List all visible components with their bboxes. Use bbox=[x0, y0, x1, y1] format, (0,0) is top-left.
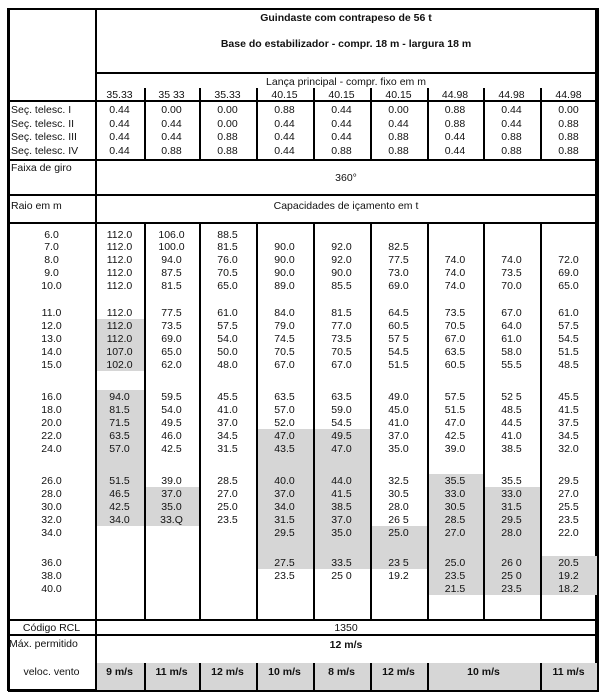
telesc-value-cell: 0.44 bbox=[274, 144, 295, 157]
capacity-cell: 45.0 bbox=[388, 404, 409, 416]
capacity-cell: 67.0 bbox=[274, 359, 295, 371]
capacity-cell: 81.5 bbox=[331, 307, 352, 319]
capacity-cell: 52.0 bbox=[274, 417, 295, 429]
capacity-cell: 73.5 bbox=[331, 333, 352, 345]
rcl-code-label: Código RCL bbox=[22, 622, 81, 634]
capacity-cell: 40.0 bbox=[274, 475, 295, 487]
capacity-cell: 54.5 bbox=[331, 417, 352, 429]
capacity-cell: 81.5 bbox=[217, 241, 238, 253]
telesc-value-cell: 0.88 bbox=[388, 131, 409, 143]
capacity-cell: 54.0 bbox=[161, 404, 182, 416]
capacity-cell: 33.5 bbox=[331, 557, 352, 569]
capacity-cell: 63.5 bbox=[444, 346, 466, 358]
radius-value: 8.0 bbox=[44, 254, 59, 266]
capacity-cell: 49.5 bbox=[331, 430, 352, 442]
capacity-cell: 102.0 bbox=[106, 359, 133, 371]
capacity-cell: 57.5 bbox=[217, 320, 238, 332]
capacity-cell: 50.0 bbox=[217, 346, 238, 358]
capacity-cell: 57.0 bbox=[274, 404, 295, 416]
radius-value: 38.0 bbox=[41, 570, 62, 582]
capacity-cell: 34.5 bbox=[558, 430, 579, 442]
max-wind-label-line2: veloc. vento bbox=[23, 666, 80, 678]
swing-range-label: Faixa de giro bbox=[11, 162, 72, 174]
capacity-cell: 69.0 bbox=[161, 333, 182, 345]
telesc-value-cell: 0.44 bbox=[274, 131, 295, 143]
telesc-value-cell: 0.88 bbox=[444, 104, 466, 116]
outrigger-base-subtitle: Base do estabilizador - compr. 18 m - largura 18 m bbox=[220, 38, 472, 50]
capacity-cell: 32.0 bbox=[558, 443, 579, 455]
capacity-cell: 42.5 bbox=[161, 443, 182, 455]
capacity-cell: 112.0 bbox=[106, 333, 133, 345]
capacity-cell: 47.0 bbox=[331, 443, 352, 455]
capacity-cell: 51.5 bbox=[109, 475, 130, 487]
capacity-cell: 48.5 bbox=[558, 359, 579, 371]
capacity-cell: 70.0 bbox=[501, 280, 522, 292]
capacity-cell: 34.5 bbox=[217, 430, 238, 442]
capacity-cell: 112.0 bbox=[106, 241, 133, 253]
capacity-cell: 57.5 bbox=[444, 391, 466, 403]
capacity-cell: 65.0 bbox=[217, 280, 238, 292]
wind-speed-cell: 11 m/s bbox=[155, 666, 188, 678]
capacity-cell: 49.0 bbox=[388, 391, 409, 403]
capacity-cell: 48.5 bbox=[501, 404, 522, 416]
max-wind-label-line1: Máx. permitido bbox=[9, 638, 78, 650]
capacity-cell: 48.0 bbox=[217, 359, 238, 371]
capacity-cell: 73.5 bbox=[444, 307, 466, 319]
capacity-cell: 65.0 bbox=[558, 280, 579, 292]
radius-value: 6.0 bbox=[44, 229, 59, 241]
capacity-cell: 90.0 bbox=[274, 241, 295, 253]
telesc-value-cell: 0.88 bbox=[331, 144, 352, 157]
capacity-cell: 73.0 bbox=[388, 267, 409, 279]
telesc-value-cell: 0.44 bbox=[109, 131, 130, 143]
boom-length-cell: 44.98 bbox=[555, 89, 582, 101]
radius-value: 26.0 bbox=[41, 475, 62, 487]
capacity-cell: 26 5 bbox=[388, 514, 409, 526]
capacity-cell: 25.0 bbox=[217, 501, 238, 513]
capacity-cell: 82.5 bbox=[388, 241, 409, 253]
capacity-cell: 23.5 bbox=[217, 514, 238, 526]
crane-title: Guindaste com contrapeso de 56 t bbox=[260, 12, 432, 24]
wind-speed-cell: 10 m/s bbox=[268, 666, 301, 678]
telesc-value-cell: 0.44 bbox=[109, 104, 130, 116]
capacity-cell: 90.0 bbox=[274, 254, 295, 266]
capacity-cell: 112.0 bbox=[106, 280, 133, 292]
capacity-cell: 67.0 bbox=[501, 307, 522, 319]
telesc-value-cell: 0.44 bbox=[109, 144, 130, 157]
capacity-cell: 30.5 bbox=[388, 488, 409, 500]
boom-length-cell: 40.15 bbox=[385, 89, 412, 101]
capacity-cell: 33.Q bbox=[160, 514, 183, 526]
capacity-cell: 69.0 bbox=[558, 267, 579, 279]
capacity-cell: 28.0 bbox=[501, 527, 522, 539]
capacity-cell: 22.0 bbox=[558, 527, 579, 539]
capacity-cell: 61.0 bbox=[558, 307, 579, 319]
telesc-section-label: Seç. telesc. IV bbox=[11, 144, 79, 157]
capacity-cell: 88.5 bbox=[217, 229, 238, 241]
capacity-cell: 25.0 bbox=[388, 527, 409, 539]
capacity-cell: 41.5 bbox=[331, 488, 352, 500]
telesc-value-cell: 0.88 bbox=[274, 104, 295, 116]
radius-value: 11.0 bbox=[41, 307, 62, 319]
capacity-cell: 46.0 bbox=[161, 430, 182, 442]
capacity-cell: 60.5 bbox=[444, 359, 466, 371]
wind-speed-cell: 11 m/s bbox=[552, 666, 585, 678]
capacity-cell: 41.5 bbox=[558, 404, 579, 416]
telesc-value-cell: 0.88 bbox=[217, 144, 238, 157]
telesc-section-label: Seç. telesc. III bbox=[11, 131, 77, 143]
capacity-cell: 33.0 bbox=[501, 488, 522, 500]
radius-value: 28.0 bbox=[41, 488, 62, 500]
capacity-cell: 23.5 bbox=[274, 570, 295, 582]
capacity-cell: 30.5 bbox=[444, 501, 466, 513]
capacity-cell: 37.0 bbox=[388, 430, 409, 442]
telesc-value-cell: 0.00 bbox=[217, 104, 238, 116]
capacity-cell: 39.0 bbox=[161, 475, 182, 487]
capacity-cell: 27.0 bbox=[558, 488, 579, 500]
capacity-cell: 39.0 bbox=[444, 443, 466, 455]
radius-value: 13.0 bbox=[41, 333, 62, 345]
capacity-cell: 51.5 bbox=[444, 404, 466, 416]
capacity-cell: 51.5 bbox=[558, 346, 579, 358]
radius-value: 24.0 bbox=[41, 443, 62, 455]
wind-speed-cell: 12 m/s bbox=[211, 666, 244, 678]
capacity-cell: 35.5 bbox=[501, 475, 522, 487]
capacity-cell: 70.5 bbox=[217, 267, 238, 279]
telesc-value-cell: 0.44 bbox=[274, 117, 295, 130]
capacity-cell: 63.5 bbox=[109, 430, 130, 442]
capacity-cell: 74.0 bbox=[501, 254, 522, 266]
telesc-value-cell: 0.44 bbox=[161, 117, 182, 130]
swing-range-value: 360° bbox=[335, 172, 357, 184]
capacity-cell: 63.5 bbox=[274, 391, 295, 403]
capacity-cell: 26 0 bbox=[501, 557, 522, 569]
capacity-cell: 112.0 bbox=[106, 229, 133, 241]
wind-speed-cell: 12 m/s bbox=[382, 666, 415, 678]
capacity-cell: 54.5 bbox=[388, 346, 409, 358]
capacity-cell: 57.5 bbox=[558, 320, 579, 332]
boom-length-cell: 35.33 bbox=[106, 89, 133, 101]
capacity-cell: 67.0 bbox=[444, 333, 466, 345]
radius-value: 16.0 bbox=[41, 391, 62, 403]
telesc-value-cell: 0.44 bbox=[444, 131, 466, 143]
capacity-cell: 45.5 bbox=[217, 391, 238, 403]
capacity-cell: 47.0 bbox=[444, 417, 466, 429]
telesc-value-cell: 0.44 bbox=[331, 131, 352, 143]
wind-speed-cell: 10 m/s bbox=[467, 666, 500, 678]
radius-value: 14.0 bbox=[41, 346, 62, 358]
boom-length-cell: 35 33 bbox=[158, 89, 185, 101]
capacity-cell: 29.5 bbox=[501, 514, 522, 526]
capacity-cell: 60.5 bbox=[388, 320, 409, 332]
capacity-cell: 58.0 bbox=[501, 346, 522, 358]
capacity-cell: 27.0 bbox=[444, 527, 466, 539]
capacity-cell: 23.5 bbox=[558, 514, 579, 526]
capacity-cell: 23.5 bbox=[444, 570, 466, 582]
table-right-border bbox=[597, 8, 599, 692]
capacity-cell: 90.0 bbox=[331, 267, 352, 279]
telesc-value-cell: 0.88 bbox=[444, 117, 466, 130]
boom-header: Lança principal - compr. fixo em m bbox=[266, 76, 426, 88]
radius-value: 36.0 bbox=[41, 557, 62, 569]
capacity-cell: 57 5 bbox=[388, 333, 409, 345]
capacity-cell: 37.0 bbox=[274, 488, 295, 500]
capacity-cell: 31.5 bbox=[501, 501, 522, 513]
capacity-cell: 77.0 bbox=[331, 320, 352, 332]
capacity-cell: 35.5 bbox=[444, 475, 466, 487]
capacity-cell: 84.0 bbox=[274, 307, 295, 319]
capacity-cell: 65.0 bbox=[161, 346, 182, 358]
capacity-cell: 42.5 bbox=[444, 430, 466, 442]
capacity-cell: 28.0 bbox=[388, 501, 409, 513]
capacity-cell: 112.0 bbox=[106, 267, 133, 279]
telesc-value-cell: 0.88 bbox=[558, 144, 579, 157]
telesc-section-label: Seç. telesc. I bbox=[11, 104, 72, 116]
telesc-value-cell: 0.88 bbox=[388, 144, 409, 157]
capacity-cell: 63.5 bbox=[331, 391, 352, 403]
capacity-cell: 85.5 bbox=[331, 280, 352, 292]
capacity-cell: 46.5 bbox=[109, 488, 130, 500]
capacity-cell: 49.5 bbox=[161, 417, 182, 429]
telesc-value-cell: 0.00 bbox=[161, 104, 182, 116]
capacity-cell: 61.0 bbox=[501, 333, 522, 345]
telesc-value-cell: 0.44 bbox=[109, 117, 130, 130]
capacity-cell: 76.0 bbox=[217, 254, 238, 266]
capacity-cell: 106.0 bbox=[158, 229, 185, 241]
telesc-value-cell: 0.00 bbox=[217, 117, 238, 130]
telesc-value-cell: 0.44 bbox=[501, 117, 522, 130]
capacity-cell: 41.0 bbox=[388, 417, 409, 429]
telesc-value-cell: 0.00 bbox=[388, 104, 409, 116]
rcl-code-value: 1350 bbox=[334, 622, 358, 634]
radius-label: Raio em m bbox=[11, 200, 62, 212]
capacity-cell: 25.5 bbox=[558, 501, 579, 513]
capacity-cell: 51.5 bbox=[388, 359, 409, 371]
capacity-cell: 44.5 bbox=[501, 417, 522, 429]
capacity-cell: 25 0 bbox=[331, 570, 352, 582]
capacity-cell: 18.2 bbox=[558, 583, 579, 595]
radius-value: 20.0 bbox=[41, 417, 62, 429]
capacity-cell: 23.5 bbox=[501, 583, 522, 595]
capacity-cell: 35.0 bbox=[161, 501, 182, 513]
telesc-value-cell: 0.00 bbox=[558, 104, 579, 116]
capacity-cell: 81.5 bbox=[109, 404, 130, 416]
capacity-cell: 41.0 bbox=[217, 404, 238, 416]
capacity-cell: 73.5 bbox=[161, 320, 182, 332]
capacity-cell: 112.0 bbox=[106, 320, 133, 332]
capacity-cell: 94.0 bbox=[161, 254, 182, 266]
capacity-cell: 87.5 bbox=[161, 267, 182, 279]
capacity-cell: 31.5 bbox=[274, 514, 295, 526]
telesc-value-cell: 0.44 bbox=[444, 144, 466, 157]
capacity-cell: 72.0 bbox=[558, 254, 579, 266]
telesc-value-cell: 0.88 bbox=[161, 144, 182, 157]
capacity-cell: 94.0 bbox=[109, 391, 130, 403]
capacity-cell: 34.0 bbox=[109, 514, 130, 526]
capacity-cell: 64.5 bbox=[388, 307, 409, 319]
capacity-cell: 77.5 bbox=[161, 307, 182, 319]
capacity-cell: 100.0 bbox=[158, 241, 185, 253]
telesc-value-cell: 0.44 bbox=[161, 131, 182, 143]
capacity-cell: 29.5 bbox=[274, 527, 295, 539]
capacity-cell: 107.0 bbox=[106, 346, 133, 358]
capacity-cell: 61.0 bbox=[217, 307, 238, 319]
capacity-cell: 112.0 bbox=[106, 307, 133, 319]
telesc-value-cell: 0.44 bbox=[331, 117, 352, 130]
capacity-cell: 70.5 bbox=[274, 346, 295, 358]
capacity-cell: 37.0 bbox=[217, 417, 238, 429]
capacity-cell: 42.5 bbox=[109, 501, 130, 513]
capacity-cell: 20.5 bbox=[558, 557, 579, 569]
radius-value: 12.0 bbox=[41, 320, 62, 332]
capacity-cell: 52 5 bbox=[501, 391, 522, 403]
telesc-value-cell: 0.88 bbox=[217, 131, 238, 143]
capacity-cell: 28.5 bbox=[444, 514, 466, 526]
radius-value: 22.0 bbox=[41, 430, 62, 442]
capacity-cell: 27.5 bbox=[274, 557, 295, 569]
capacity-cell: 57.0 bbox=[109, 443, 130, 455]
radius-value: 15.0 bbox=[41, 359, 62, 371]
capacity-cell: 27.0 bbox=[217, 488, 238, 500]
capacity-cell: 92.0 bbox=[331, 254, 352, 266]
capacity-cell: 71.5 bbox=[109, 417, 130, 429]
capacity-cell: 74.0 bbox=[444, 254, 466, 266]
radius-value: 7.0 bbox=[44, 241, 59, 253]
capacity-cell: 81.5 bbox=[161, 280, 182, 292]
capacity-cell: 32.5 bbox=[388, 475, 409, 487]
capacity-cell: 47.0 bbox=[274, 430, 295, 442]
telesc-value-cell: 0.44 bbox=[388, 117, 409, 130]
capacity-cell: 59.5 bbox=[161, 391, 182, 403]
telesc-value-cell: 0.88 bbox=[558, 131, 579, 143]
capacity-cell: 25 0 bbox=[501, 570, 522, 582]
capacity-cell: 43.5 bbox=[274, 443, 295, 455]
capacity-cell: 21.5 bbox=[444, 583, 466, 595]
capacity-cell: 73.5 bbox=[501, 267, 522, 279]
boom-length-cell: 35.33 bbox=[214, 89, 241, 101]
boom-length-cell: 44.98 bbox=[441, 89, 469, 101]
capacity-cell: 74.0 bbox=[444, 280, 466, 292]
radius-value: 10.0 bbox=[41, 280, 62, 292]
capacity-cell: 112.0 bbox=[106, 254, 133, 266]
capacity-cell: 44.0 bbox=[331, 475, 352, 487]
radius-value: 40.0 bbox=[41, 583, 62, 595]
boom-length-cell: 44.98 bbox=[498, 89, 525, 101]
capacity-cell: 34.0 bbox=[274, 501, 295, 513]
telesc-section-label: Seç. telesc. II bbox=[11, 117, 75, 130]
capacities-header: Capacidades de içamento em t bbox=[273, 200, 419, 212]
capacity-cell: 67.0 bbox=[331, 359, 352, 371]
header-divider bbox=[95, 72, 599, 74]
capacity-cell: 31.5 bbox=[217, 443, 238, 455]
telesc-value-cell: 0.44 bbox=[501, 104, 522, 116]
radius-value: 32.0 bbox=[41, 514, 62, 526]
radius-value: 18.0 bbox=[41, 404, 62, 416]
boom-length-cell: 40.15 bbox=[328, 89, 355, 101]
radius-value: 34.0 bbox=[41, 527, 62, 539]
telesc-value-cell: 0.88 bbox=[501, 144, 522, 157]
capacity-cell: 69.0 bbox=[388, 280, 409, 292]
capacity-cell: 19.2 bbox=[558, 570, 579, 582]
capacity-cell: 59.0 bbox=[331, 404, 352, 416]
telesc-value-cell: 0.88 bbox=[558, 117, 579, 130]
capacity-cell: 35.0 bbox=[388, 443, 409, 455]
capacity-cell: 90.0 bbox=[274, 267, 295, 279]
capacity-cell: 19.2 bbox=[388, 570, 409, 582]
boom-length-cell: 40.15 bbox=[271, 89, 298, 101]
capacity-cell: 29.5 bbox=[558, 475, 579, 487]
capacity-cell: 74.0 bbox=[444, 267, 466, 279]
wind-speed-cell: 8 m/s bbox=[328, 666, 355, 678]
capacity-cell: 25.0 bbox=[444, 557, 466, 569]
capacity-cell: 92.0 bbox=[331, 241, 352, 253]
capacity-cell: 64.0 bbox=[501, 320, 522, 332]
capacity-cell: 33.0 bbox=[444, 488, 466, 500]
capacity-cell: 74.5 bbox=[274, 333, 295, 345]
capacity-cell: 54.5 bbox=[558, 333, 579, 345]
capacity-cell: 38.5 bbox=[501, 443, 522, 455]
telesc-value-cell: 0.88 bbox=[501, 131, 522, 143]
capacity-cell: 37.0 bbox=[331, 514, 352, 526]
capacity-cell: 77.5 bbox=[388, 254, 409, 266]
capacity-cell: 62.0 bbox=[161, 359, 182, 371]
telesc-value-cell: 0.44 bbox=[331, 104, 352, 116]
capacity-cell: 70.5 bbox=[331, 346, 352, 358]
capacity-cell: 38.5 bbox=[331, 501, 352, 513]
capacity-cell: 55.5 bbox=[501, 359, 522, 371]
capacity-cell: 35.0 bbox=[331, 527, 352, 539]
capacity-cell: 70.5 bbox=[444, 320, 466, 332]
max-wind-overall: 12 m/s bbox=[329, 639, 363, 651]
capacity-cell: 54.0 bbox=[217, 333, 238, 345]
capacity-cell: 28.5 bbox=[217, 475, 238, 487]
radius-value: 30.0 bbox=[41, 501, 62, 513]
capacity-cell: 79.0 bbox=[274, 320, 295, 332]
capacity-cell: 89.0 bbox=[274, 280, 295, 292]
capacity-cell: 37.0 bbox=[161, 488, 182, 500]
capacity-cell: 37.5 bbox=[558, 417, 579, 429]
wind-speed-cell: 9 m/s bbox=[106, 666, 133, 678]
capacity-cell: 45.5 bbox=[558, 391, 579, 403]
capacity-cell: 41.0 bbox=[501, 430, 522, 442]
capacity-cell: 23 5 bbox=[388, 557, 409, 569]
radius-value: 9.0 bbox=[44, 267, 59, 279]
